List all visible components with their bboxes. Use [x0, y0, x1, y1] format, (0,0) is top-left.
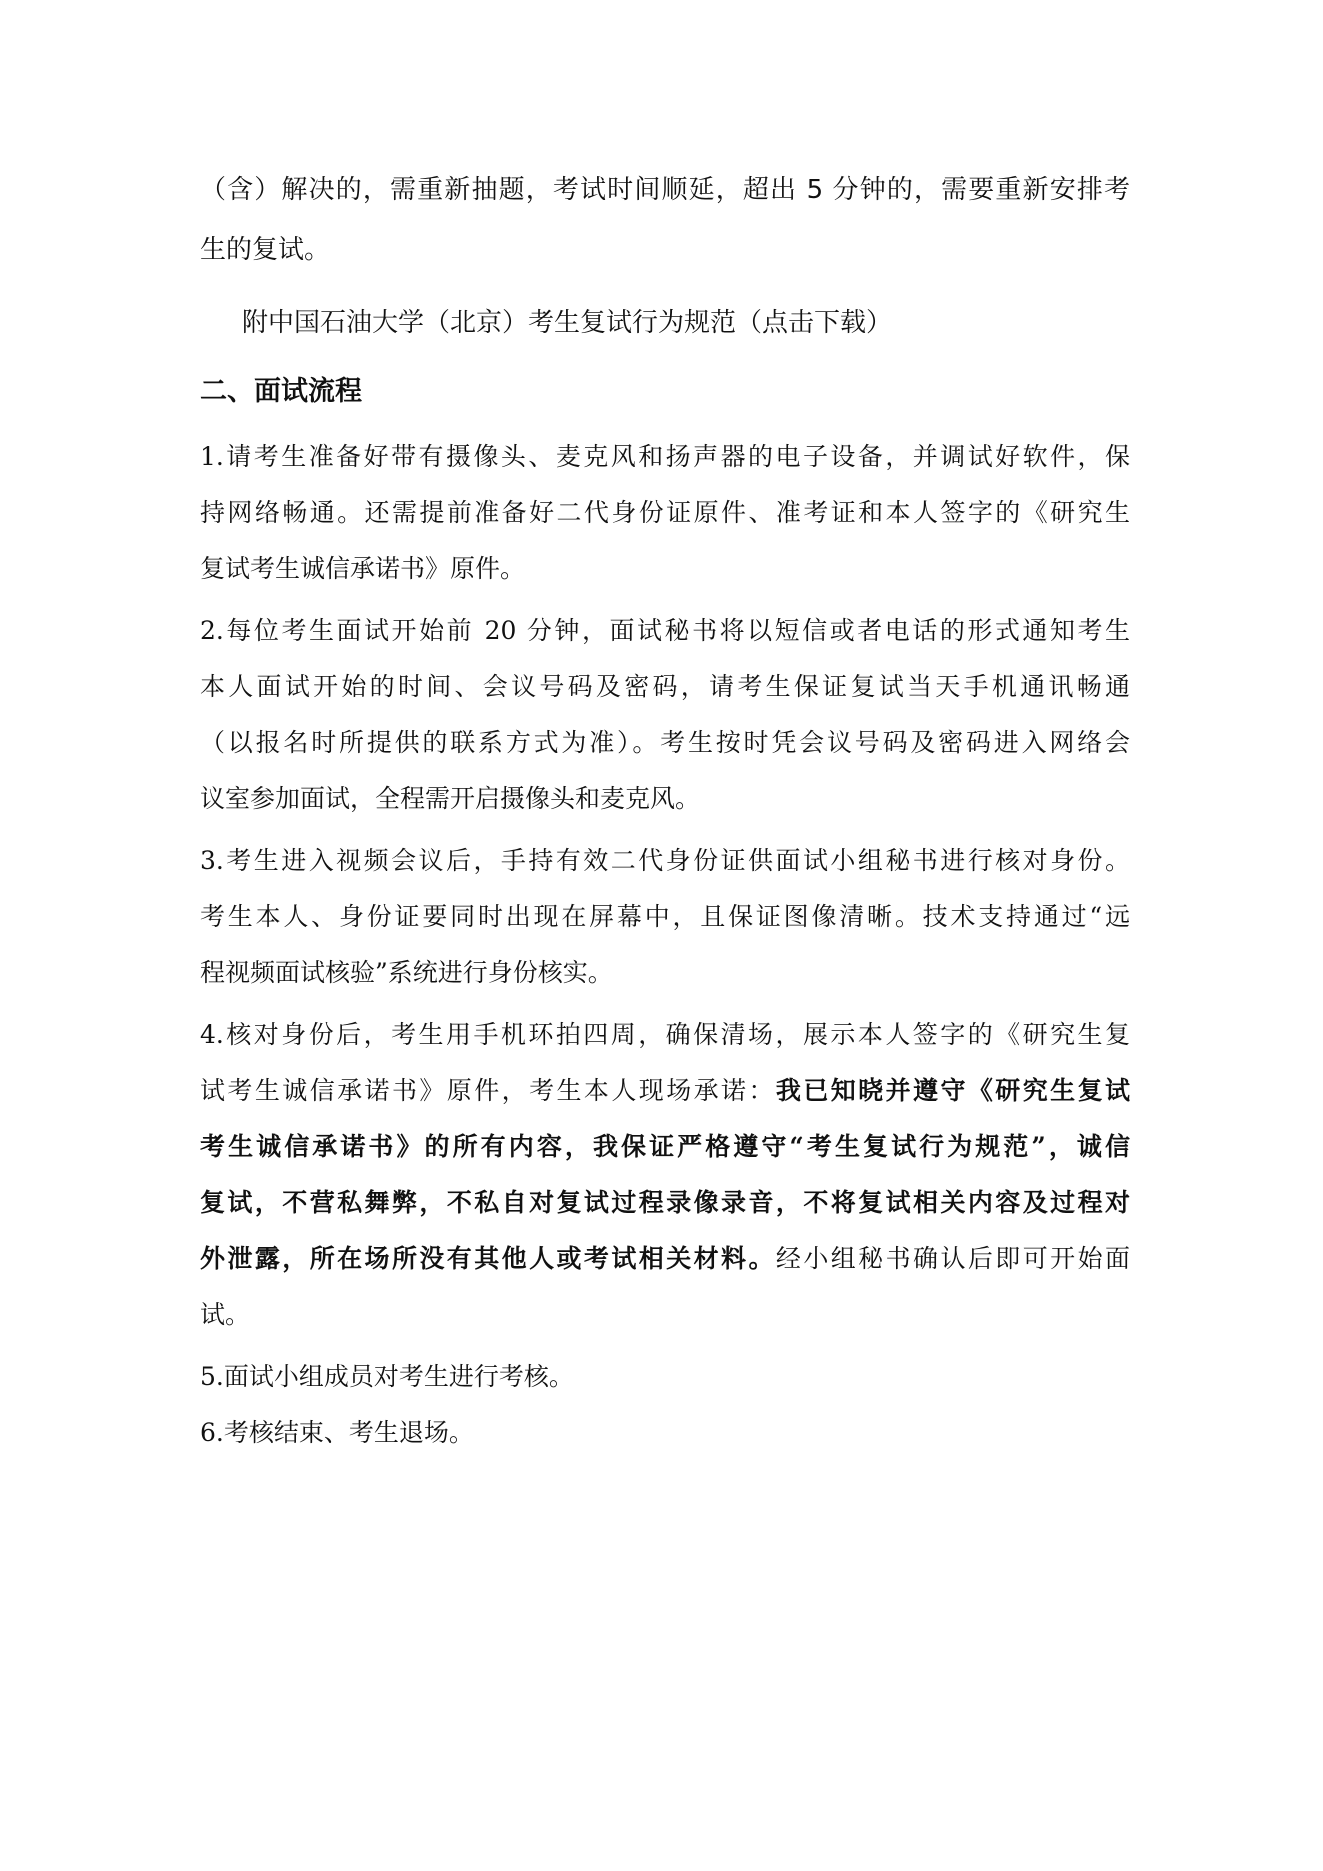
- step-4-line-2-plain-text: 试考生诚信承诺书》原件，考生本人现场承诺：: [200, 1076, 776, 1105]
- step-1-line-2: 持网络畅通。还需提前准备好二代身份证原件、准考证和本人签字的《研究生: [200, 498, 1130, 527]
- step-4-line-2: [200, 1074, 1130, 1108]
- step-3-line-1: 3.考生进入视频会议后，手持有效二代身份证供面试小组秘书进行核对身份。: [200, 846, 1130, 875]
- attachment-download-link[interactable]: 附中国石油大学（北京）考生复试行为规范（点击下载）: [242, 308, 893, 338]
- step-4-pledge-text-end: 外泄露，所在场所没有其他人或考试相关材料。: [200, 1244, 776, 1273]
- step-4-line-3: [200, 1130, 1130, 1164]
- step-4-pledge-text-line-4: 复试，不营私舞弊，不私自对复试过程录像录音，不将复试相关内容及过程对: [200, 1188, 1130, 1217]
- step-4-line-1: 4.核对身份后，考生用手机环拍四周，确保清场，展示本人签字的《研究生复: [200, 1020, 1130, 1049]
- step-4-line-4: [200, 1186, 1130, 1220]
- step-2-line-3: （以报名时所提供的联系方式为准）。考生按时凭会议号码及密码进入网络会: [200, 728, 1130, 757]
- step-4-line-5: [200, 1242, 1130, 1276]
- step-1-line-3: 复试考生诚信承诺书》原件。: [200, 554, 526, 583]
- step-4-pledge-text-line-3: 考生诚信承诺书》的所有内容，我保证严格遵守“考生复试行为规范”，诚信: [200, 1132, 1130, 1161]
- step-5: 5.面试小组成员对考生进行考核。: [200, 1362, 574, 1391]
- step-3-line-3: 程视频面试核验”系统进行身份核实。: [200, 958, 613, 987]
- step-3-line-2: 考生本人、身份证要同时出现在屏幕中，且保证图像清晰。技术支持通过“远: [200, 902, 1130, 931]
- step-4-line-6: 试。: [200, 1300, 251, 1329]
- intro-paragraph-line-2: 生的复试。: [200, 235, 331, 265]
- step-4-line-5-plain-text: 经小组秘书确认后即可开始面: [775, 1244, 1130, 1273]
- intro-paragraph-line-1: （含）解决的，需重新抽题，考试时间顺延，超出 5 分钟的，需要重新安排考: [200, 175, 1130, 205]
- section-heading: 二、面试流程: [200, 376, 362, 407]
- step-2-line-4: 议室参加面试，全程需开启摄像头和麦克风。: [200, 784, 701, 813]
- step-1-line-1: 1.请考生准备好带有摄像头、麦克风和扬声器的电子设备，并调试好软件，保: [200, 442, 1130, 471]
- step-6: 6.考核结束、考生退场。: [200, 1418, 474, 1447]
- step-2-line-1: 2.每位考生面试开始前 20 分钟，面试秘书将以短信或者电话的形式通知考生: [200, 616, 1130, 645]
- step-2-line-2: 本人面试开始的时间、会议号码及密码，请考生保证复试当天手机通讯畅通: [200, 672, 1130, 701]
- step-4-pledge-text-start: 我已知晓并遵守《研究生复试: [775, 1076, 1130, 1105]
